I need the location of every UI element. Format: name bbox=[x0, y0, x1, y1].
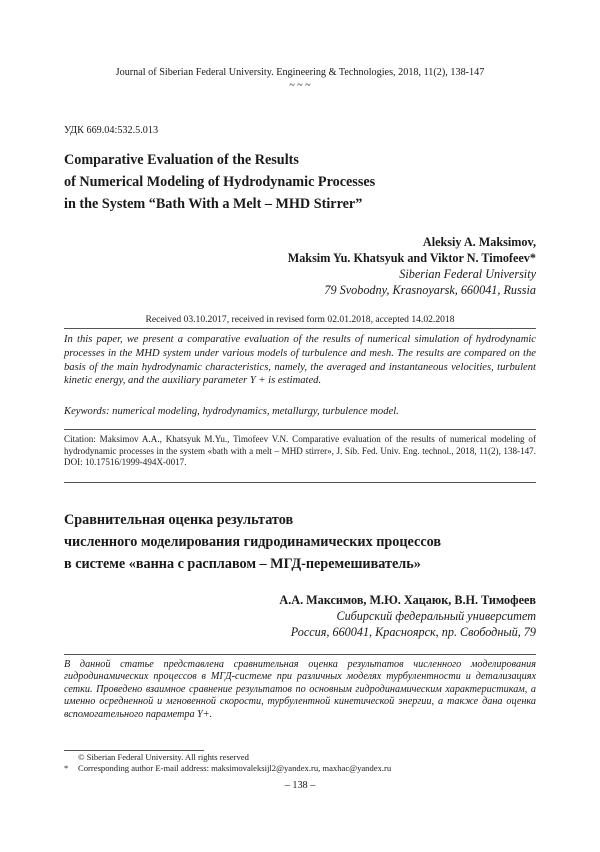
russian-title-line: в системе «ванна с расплавом – МГД-перемешиватель» bbox=[64, 556, 421, 572]
footnotes bbox=[64, 752, 536, 774]
russian-title-line: Сравнительная оценка результатов bbox=[64, 512, 294, 528]
english-abstract: In this paper, we present a comparative evaluation of the results of numerical simulation of hydrodynamic processes in the MHD system under various models of turbulence and mesh. The results are compared on the basis of the main hydrodynamic characteristics, namely, the averaged and instantaneous velocities, turbulent kinetic energy, and the auxiliary parameter Y + is estimated. bbox=[64, 334, 536, 387]
footnote-mark bbox=[64, 752, 78, 763]
russian-authors-block bbox=[116, 592, 536, 640]
page-number: – 138 – bbox=[284, 780, 316, 791]
english-title-line: in the System “Bath With a Melt – MHD Stirrer” bbox=[64, 196, 363, 212]
english-title-line: Comparative Evaluation of the Results bbox=[64, 152, 299, 168]
footnote-mark: * bbox=[64, 763, 69, 773]
footnote-text: © Siberian Federal University. All rights reserved bbox=[78, 752, 249, 762]
russian-title bbox=[64, 509, 534, 575]
footnote bbox=[64, 752, 536, 763]
footnote-text: Corresponding author E-mail address: maksimovaleksijl2@yandex.ru, maxhac@yandex.ru bbox=[78, 763, 392, 773]
footnote-divider bbox=[64, 750, 204, 751]
english-keywords: Keywords: numerical modeling, hydrodynamics, metallurgy, turbulence model. bbox=[64, 406, 399, 417]
received-dates: Received 03.10.2017, received in revised form 02.01.2018, accepted 14.02.2018 bbox=[145, 314, 455, 325]
citation: Citation: Maksimov A.A., Khatsyuk M.Yu., Timofeev V.N. Comparative evaluation of the results of numerical modeling of hydrodynamic processes in the system «bath with a melt – MHD stirrer», J. Sib. Fed. Univ. Eng. technol., 2018, 11(2), 138-147. DOI: 10.17516/1999-494X-0017. bbox=[64, 434, 536, 468]
english-title bbox=[64, 149, 534, 215]
divider bbox=[64, 482, 536, 483]
english-title-line: of Numerical Modeling of Hydrodynamic Processes bbox=[64, 174, 376, 190]
author-name-line: Maksim Yu. Khatsyuk and Viktor N. Timofeev* bbox=[287, 251, 536, 265]
journal-header: Journal of Siberian Federal University. Engineering & Technologies, 2018, 11(2), 138-147 bbox=[115, 67, 485, 78]
footnote bbox=[64, 763, 536, 774]
divider bbox=[64, 328, 536, 329]
author-names: А.А. Максимов, М.Ю. Хацаюк, В.Н. Тимофеев bbox=[279, 593, 536, 607]
affiliation: Siberian Federal University bbox=[399, 267, 536, 281]
russian-abstract: В данной статье представлена сравнительная оценка результатов численного моделирования гидродинамических процессов в МГД-системе при различных моделях турбулентности и детализациях сетки. Проведено взаимное сравнение результатов по основным гидродинамическим характеристикам, а именно осредненной и мгновенной скорости, турбулентной кинетической энергии, а также дана оценка вспомогательного параметра Y+. bbox=[64, 659, 536, 720]
russian-title-line: численного моделирования гидродинамических процессов bbox=[64, 534, 442, 550]
affiliation: Сибирский федеральный университет bbox=[336, 609, 536, 623]
divider bbox=[64, 429, 536, 430]
divider bbox=[64, 654, 536, 655]
header-separator: ~ ~ ~ bbox=[289, 80, 311, 91]
address: 79 Svobodny, Krasnoyarsk, 660041, Russia bbox=[324, 283, 536, 297]
english-authors-block bbox=[136, 234, 536, 298]
udk-code: УДК 669.04:532.5.013 bbox=[64, 125, 159, 136]
address: Россия, 660041, Красноярск, пр. Свободный, 79 bbox=[290, 625, 536, 639]
author-name-line: Aleksiy A. Maksimov, bbox=[422, 235, 536, 249]
